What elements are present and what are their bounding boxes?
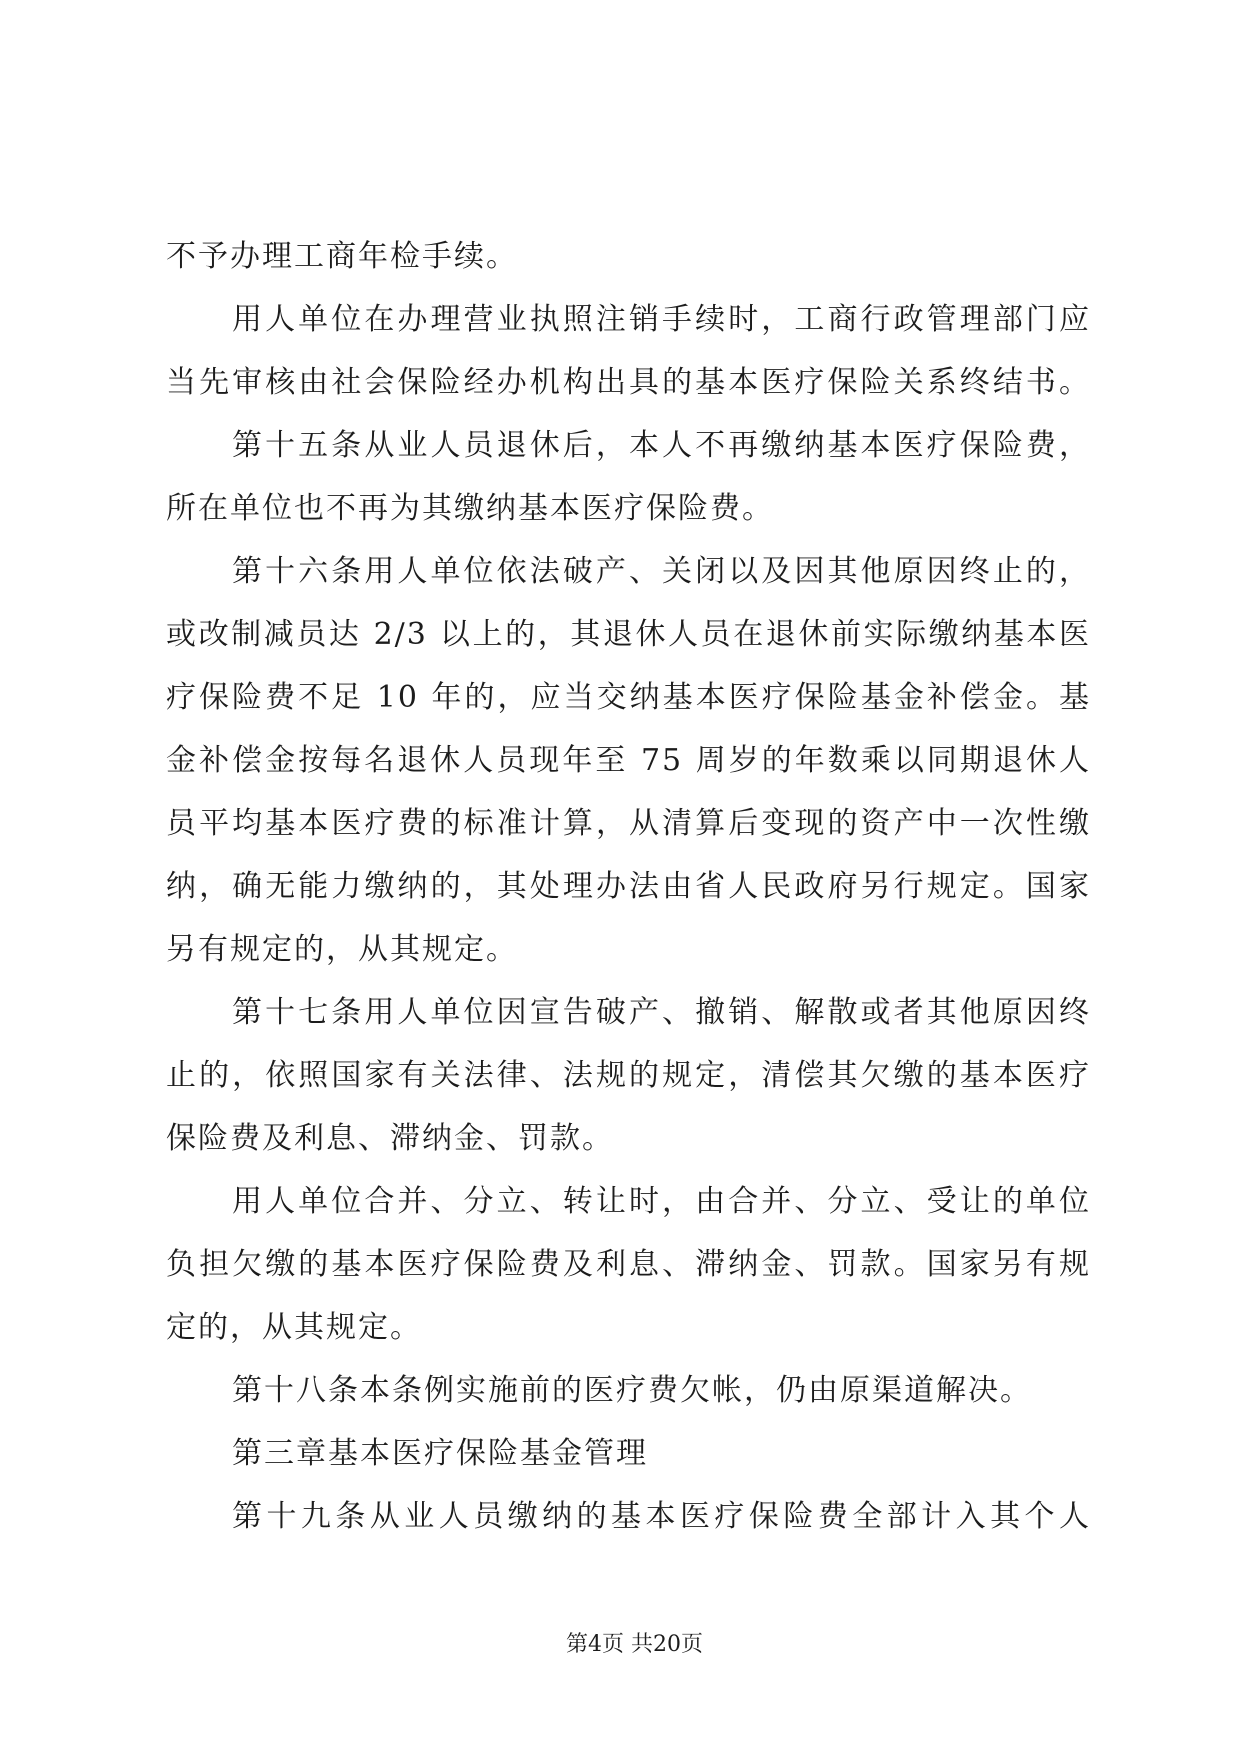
paragraph-line: 止的，依照国家有关法律、法规的规定，清偿其欠缴的基本医疗 [166,1058,1091,1093]
paragraph-line: 所在单位也不再为其缴纳基本医疗保险费。 [166,491,774,526]
paragraph-line: 用人单位在办理营业执照注销手续时，工商行政管理部门应 [232,302,1091,337]
page-footer [566,1630,766,1660]
paragraph-line: 当先审核由社会保险经办机构出具的基本医疗保险关系终结书。 [166,365,1091,400]
article-19 [166,1485,1091,1548]
article-15 [166,414,1091,540]
paragraph-line: 负担欠缴的基本医疗保险费及利息、滞纳金、罚款。国家另有规 [166,1247,1091,1282]
paragraph-line: 第十八条本条例实施前的医疗费欠帐，仍由原渠道解决。 [232,1373,1032,1408]
paragraph-line: 第十九条从业人员缴纳的基本医疗保险费全部计入其个人 [232,1499,1091,1534]
paragraph-line: 第十七条用人单位因宣告破产、撤销、解散或者其他原因终 [232,995,1091,1030]
paragraph-line: 第十六条用人单位依法破产、关闭以及因其他原因终止的， [232,554,1091,589]
paragraph-line: 疗保险费不足 10 年的，应当交纳基本医疗保险基金补偿金。基 [166,680,1091,715]
paragraph-line: 保险费及利息、滞纳金、罚款。 [166,1121,614,1156]
paragraph-line: 金补偿金按每名退休人员现年至 75 周岁的年数乘以同期退休人 [166,743,1091,778]
article-18 [166,1359,1091,1422]
paragraph-line: 定的，从其规定。 [166,1310,422,1345]
paragraph-line: 或改制减员达 2/3 以上的，其退休人员在退休前实际缴纳基本医 [166,617,1091,652]
paragraph-line: 不予办理工商年检手续。 [166,239,518,274]
chapter-heading-text: 第三章基本医疗保险基金管理 [232,1436,648,1471]
paragraph-line: 纳，确无能力缴纳的，其处理办法由省人民政府另行规定。国家 [166,869,1091,904]
paragraph [166,288,1091,414]
paragraph [166,1170,1091,1359]
paragraph-line: 第十五条从业人员退休后，本人不再缴纳基本医疗保险费， [232,428,1091,463]
page-number: 第4页 共20页 [566,1632,703,1657]
paragraph-line: 另有规定的，从其规定。 [166,932,518,967]
paragraph [166,225,1091,288]
article-16 [166,540,1091,981]
document-body [166,225,1091,1548]
paragraph-line: 员平均基本医疗费的标准计算，从清算后变现的资产中一次性缴 [166,806,1091,841]
paragraph-line: 用人单位合并、分立、转让时，由合并、分立、受让的单位 [232,1184,1091,1219]
chapter-heading [166,1422,1091,1485]
article-17 [166,981,1091,1170]
